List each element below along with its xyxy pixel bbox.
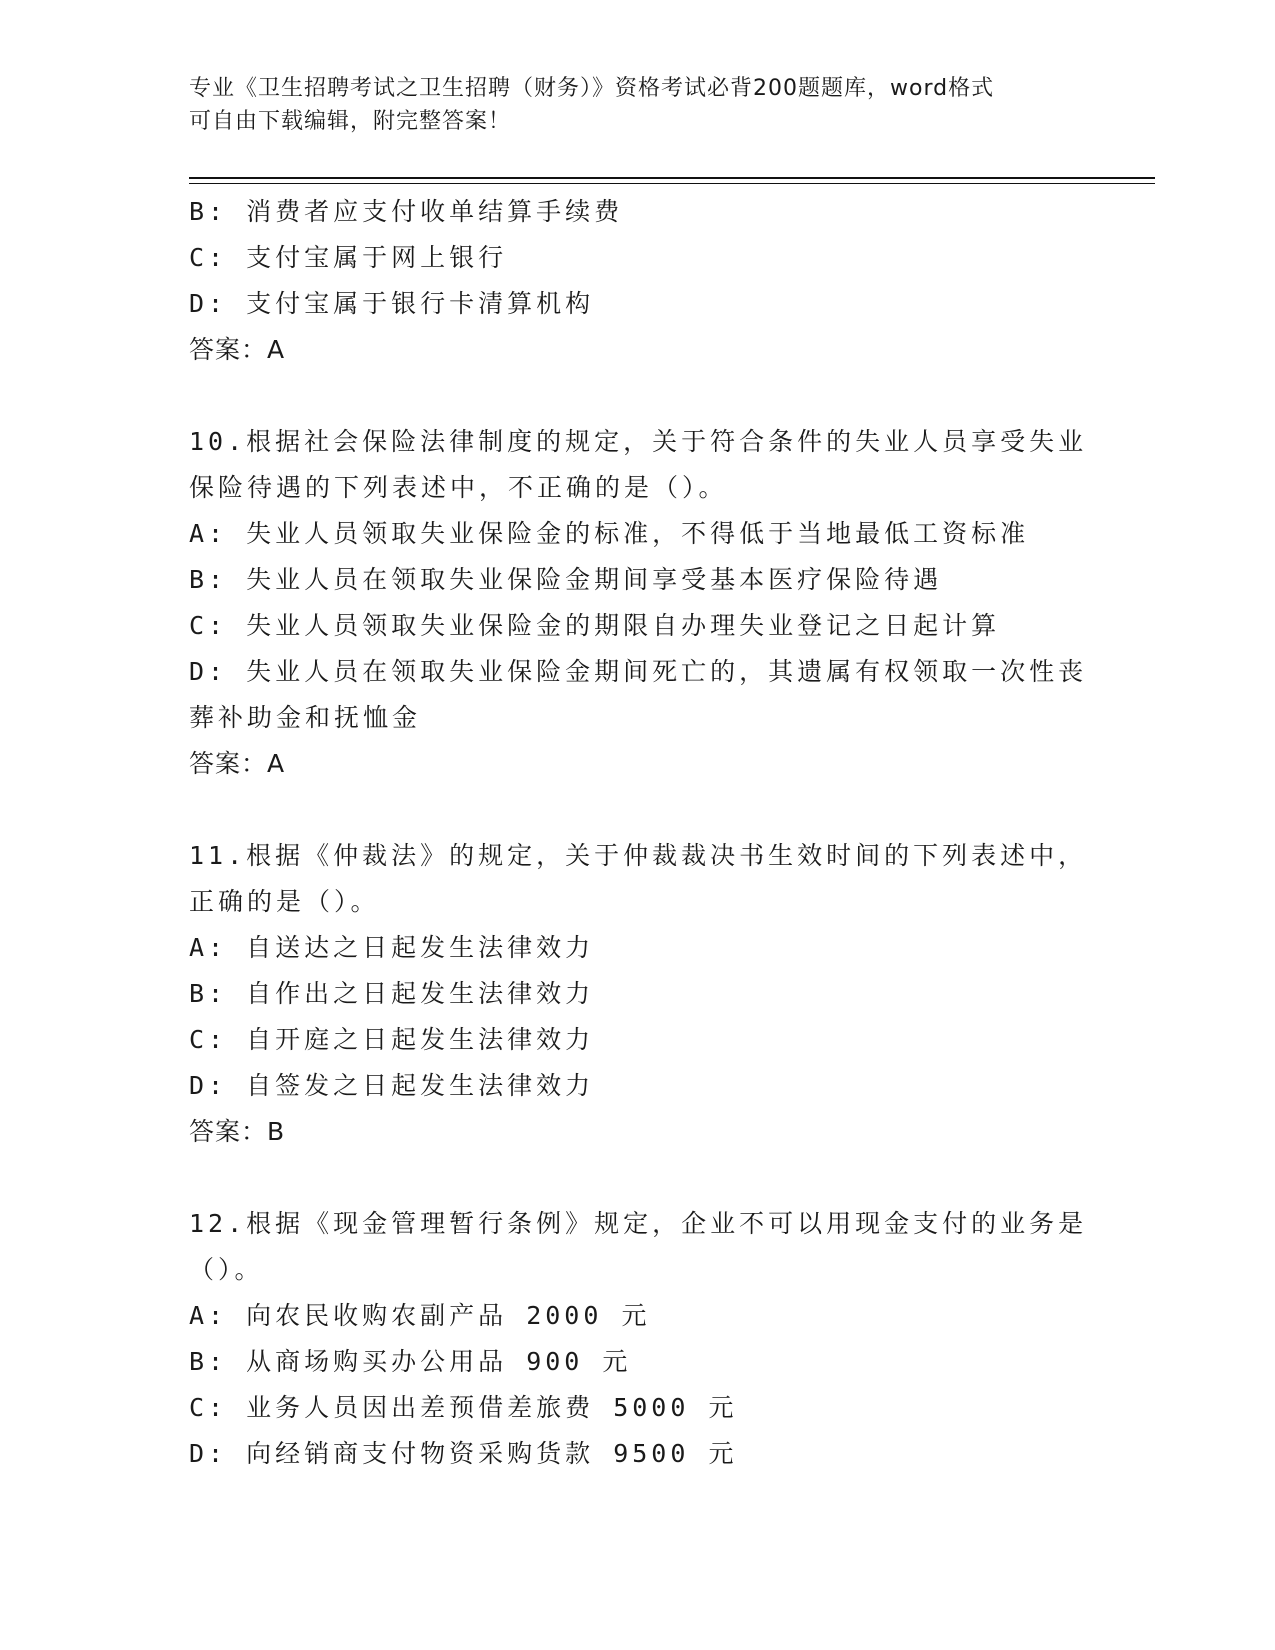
option-b: B: 消费者应支付收单结算手续费 <box>189 197 624 226</box>
question-11-option-a: A: 自送达之日起发生法律效力 <box>189 933 595 962</box>
question-10-option-d: D: 失业人员在领取失业保险金期间死亡的，其遗属有权领取一次性丧 <box>189 657 1088 686</box>
option-c: C: 支付宝属于网上银行 <box>189 243 508 272</box>
header-divider-thin <box>189 183 1155 184</box>
question-11-option-d: D: 自签发之日起发生法律效力 <box>189 1071 595 1100</box>
question-12-option-c: C: 业务人员因出差预借差旅费 5000 元 <box>189 1393 738 1422</box>
header-divider-thick <box>189 177 1155 179</box>
question-content <box>189 189 1089 1477</box>
question-12-stem-cont: （）。 <box>189 1255 264 1284</box>
question-11-option-b: B: 自作出之日起发生法律效力 <box>189 979 595 1008</box>
header-title-line-1: 专业《卫生招聘考试之卫生招聘（财务）》资格考试必背200题题库，word格式 <box>189 76 995 101</box>
question-12-option-b: B: 从商场购买办公用品 900 元 <box>189 1347 632 1376</box>
option-d: D: 支付宝属于银行卡清算机构 <box>189 289 595 318</box>
question-10-option-c: C: 失业人员领取失业保险金的期限自办理失业登记之日起计算 <box>189 611 1001 640</box>
question-11-stem: 11.根据《仲裁法》的规定，关于仲裁裁决书生效时间的下列表述中， <box>189 841 1088 870</box>
question-10-stem: 10.根据社会保险法律制度的规定，关于符合条件的失业人员享受失业 <box>189 427 1088 456</box>
header-title-line-2: 可自由下载编辑，附完整答案！ <box>189 109 512 134</box>
question-11-stem-cont: 正确的是（）。 <box>189 887 380 916</box>
question-10-option-d-cont: 葬补助金和抚恤金 <box>189 703 422 732</box>
question-11-answer: 答案：B <box>189 1117 286 1146</box>
question-10-option-b: B: 失业人员在领取失业保险金期间享受基本医疗保险待遇 <box>189 565 943 594</box>
question-12-option-d: D: 向经销商支付物资采购货款 9500 元 <box>189 1439 738 1468</box>
question-10-option-a: A: 失业人员领取失业保险金的标准，不得低于当地最低工资标准 <box>189 519 1030 548</box>
question-10-stem-cont: 保险待遇的下列表述中，不正确的是（）。 <box>189 473 728 502</box>
question-12-option-a: A: 向农民收购农副产品 2000 元 <box>189 1301 651 1330</box>
question-11-option-c: C: 自开庭之日起发生法律效力 <box>189 1025 595 1054</box>
question-12-stem: 12.根据《现金管理暂行条例》规定，企业不可以用现金支付的业务是 <box>189 1209 1088 1238</box>
document-header <box>189 72 1089 138</box>
question-10-answer: 答案：A <box>189 749 286 778</box>
answer-line: 答案：A <box>189 335 286 364</box>
